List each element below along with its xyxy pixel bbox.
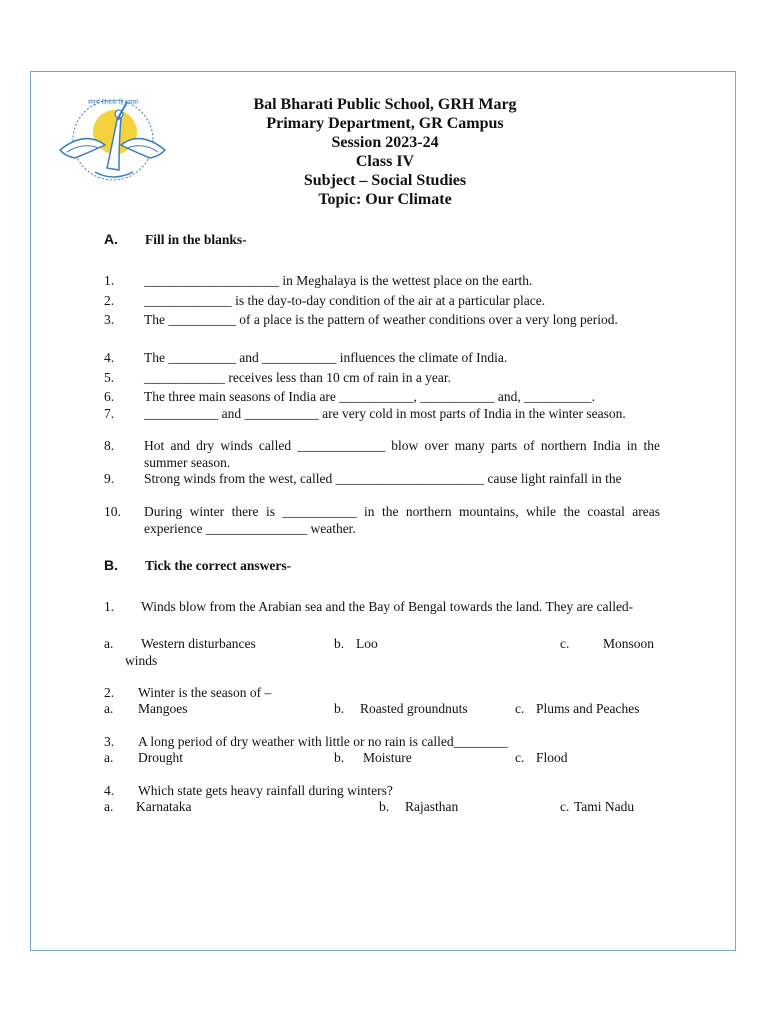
option-text: Plums and Peaches: [536, 701, 640, 716]
question-number: 1.: [104, 273, 115, 288]
question-text: During winter there is ___________ in the northern mountains, while the coastal areas experience _______________ weather.: [144, 504, 660, 536]
question-text: Winter is the season of –: [138, 685, 272, 700]
question-number: 1.: [104, 599, 115, 614]
option-label: c.: [515, 750, 525, 765]
document-header: [170, 95, 600, 209]
option-label: b.: [334, 636, 345, 651]
option-label: a.: [104, 701, 114, 716]
question-number: 4.: [104, 783, 115, 798]
session: Session 2023-24: [331, 134, 439, 151]
question-number: 3.: [104, 734, 115, 749]
question-text: Hot and dry winds called _____________ blow over many parts of northern India in the summer season.: [144, 438, 660, 470]
option-label: c.: [560, 799, 570, 814]
option-label: b.: [334, 701, 345, 716]
question-text: The __________ and ___________ influences the climate of India.: [144, 350, 508, 365]
option-label: b.: [379, 799, 390, 814]
question-number: 6.: [104, 389, 115, 404]
question-number: 2.: [104, 293, 115, 308]
option-text: Karnataka: [136, 799, 192, 814]
option-label: b.: [334, 750, 345, 765]
question-text: ___________ and ___________ are very cold in most parts of India in the winter season.: [144, 406, 626, 421]
logo-motto: संपूर्ण विकास हि प्रयास: [88, 99, 138, 106]
question-text: Which state gets heavy rainfall during winters?: [138, 783, 393, 798]
option-text: Rajasthan: [405, 799, 459, 814]
option-text: Western disturbances: [141, 636, 256, 651]
question-number: 5.: [104, 370, 115, 385]
topic: Topic: Our Climate: [318, 191, 452, 208]
option-label: a.: [104, 750, 114, 765]
option-label: c.: [515, 701, 525, 716]
question-text: ____________________ in Meghalaya is the wettest place on the earth.: [144, 273, 533, 288]
question-number: 10.: [104, 504, 121, 519]
option-label: a.: [104, 636, 114, 651]
question-text: _____________ is the day-to-day condition of the air at a particular place.: [144, 293, 546, 308]
question-number: 3.: [104, 312, 115, 327]
option-text: Mangoes: [138, 701, 188, 716]
question-number: 7.: [104, 406, 115, 421]
question-text: The three main seasons of India are ___________, ___________ and, __________.: [144, 389, 596, 404]
question-number: 8.: [104, 438, 115, 453]
department: Primary Department, GR Campus: [266, 115, 504, 132]
option-text: Flood: [536, 750, 568, 765]
section-b-title: Tick the correct answers-: [145, 558, 292, 573]
option-text: Loo: [356, 636, 378, 651]
question-number: 2.: [104, 685, 115, 700]
section-a-label: A.: [104, 231, 118, 247]
question-text: ____________ receives less than 10 cm of rain in a year.: [144, 370, 452, 385]
option-text: Tami Nadu: [574, 799, 635, 814]
option-text: Monsoon winds: [125, 636, 655, 668]
subject: Subject – Social Studies: [303, 172, 467, 189]
question-text: Strong winds from the west, called ______________________ cause light rainfall in the: [144, 471, 622, 486]
option-text: Roasted groundnuts: [360, 701, 468, 716]
option-label: a.: [104, 799, 114, 814]
option-text: Moisture: [363, 750, 412, 765]
school-logo: [55, 90, 170, 190]
section-b-label: B.: [104, 557, 118, 573]
option-text: Drought: [138, 750, 183, 765]
school-name: Bal Bharati Public School, GRH Marg: [253, 96, 517, 113]
question-text: The __________ of a place is the pattern of weather conditions over a very long period.: [144, 312, 618, 327]
question-number: 9.: [104, 471, 115, 486]
question-text: Winds blow from the Arabian sea and the Bay of Bengal towards the land. They are called-: [141, 599, 634, 614]
option-label: c.: [560, 636, 570, 651]
question-number: 4.: [104, 350, 115, 365]
class: Class IV: [355, 153, 415, 170]
section-a-title: Fill in the blanks-: [145, 232, 247, 247]
question-text: A long period of dry weather with little or no rain is called________: [138, 734, 508, 749]
